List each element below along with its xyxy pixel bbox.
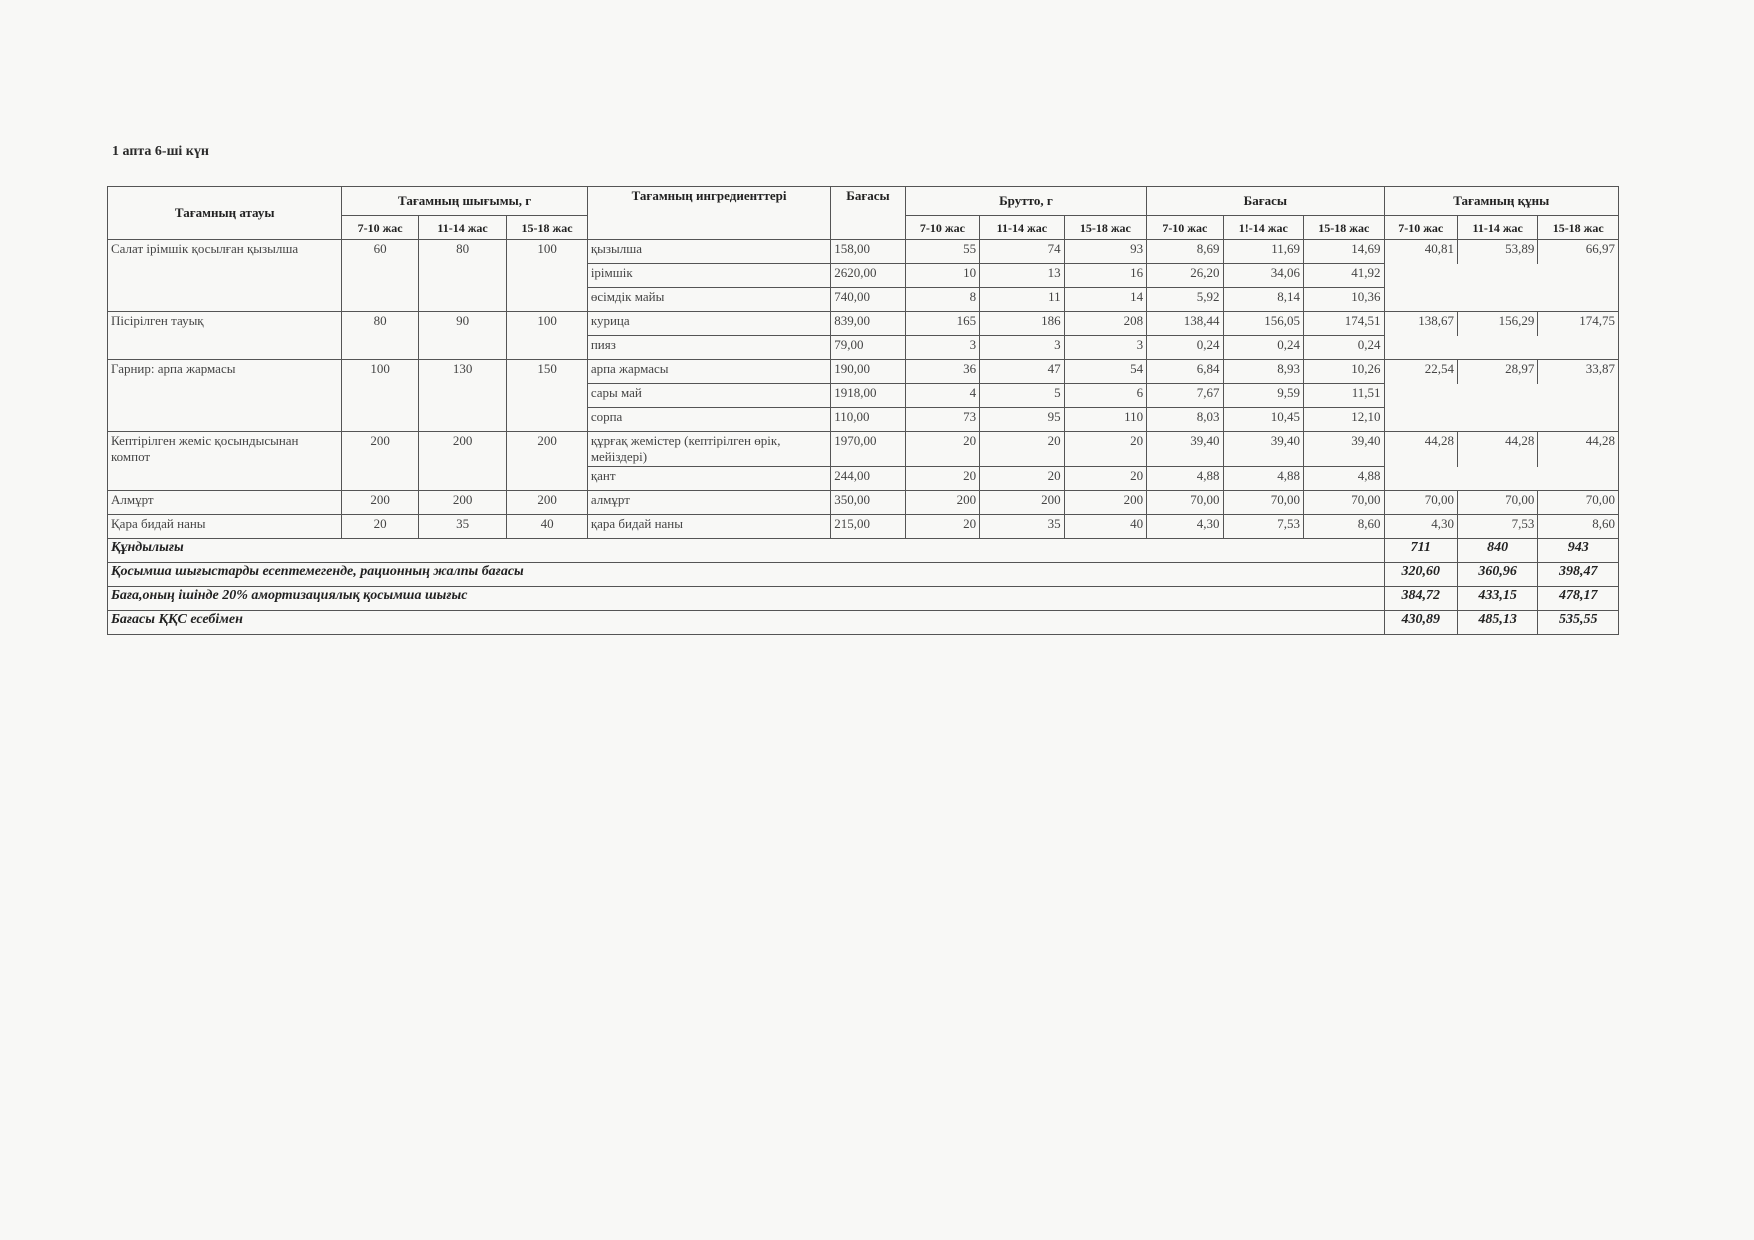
ingredient-cost: 70,00	[1304, 491, 1385, 515]
dish-total-cost: 44,28	[1384, 432, 1457, 467]
ingredient-cost: 12,10	[1304, 408, 1385, 432]
ingredient-name: арпа жармасы	[587, 360, 830, 384]
ingredient-brutto: 3	[980, 336, 1064, 360]
ingredient-cost: 6,84	[1147, 360, 1223, 384]
ingredient-brutto: 5	[980, 384, 1064, 408]
dish-total-empty	[1384, 336, 1618, 360]
ingredient-name: қызылша	[587, 240, 830, 264]
ingredient-brutto: 20	[905, 432, 979, 467]
ingredient-brutto: 13	[980, 264, 1064, 288]
summary-value: 478,17	[1538, 587, 1619, 611]
header-row-main	[108, 187, 1619, 216]
dish-output: 100	[507, 240, 587, 312]
dish-output: 60	[342, 240, 418, 312]
ingredient-price: 2620,00	[831, 264, 905, 288]
ingredient-name: сорпа	[587, 408, 830, 432]
ingredient-price: 1970,00	[831, 432, 905, 467]
ingredient-brutto: 20	[1064, 432, 1147, 467]
summary-label: Қосымша шығыстарды есептемегенде, рационның жалпы бағасы	[108, 563, 1385, 587]
ingredient-brutto: 208	[1064, 312, 1147, 336]
summary-label: Бағасы ҚҚС есебімен	[108, 611, 1385, 635]
header-cost: Бағасы	[1147, 187, 1384, 216]
ingredient-cost: 11,51	[1304, 384, 1385, 408]
dish-total-cost: 44,28	[1457, 432, 1537, 467]
dish-total-cost: 8,60	[1538, 515, 1619, 539]
ingredient-cost: 39,40	[1304, 432, 1385, 467]
dish-output: 35	[418, 515, 507, 539]
header-age: 15-18 жас	[1304, 216, 1385, 240]
ingredient-brutto: 3	[1064, 336, 1147, 360]
table-row	[108, 432, 1619, 467]
dish-output: 80	[418, 240, 507, 312]
ingredient-price: 158,00	[831, 240, 905, 264]
ingredient-cost: 14,69	[1304, 240, 1385, 264]
summary-value: 360,96	[1457, 563, 1537, 587]
header-output: Тағамның шығымы, г	[342, 187, 587, 216]
ingredient-cost: 70,00	[1223, 491, 1303, 515]
ingredient-cost: 11,69	[1223, 240, 1303, 264]
dish-total-empty	[1384, 467, 1618, 491]
ingredient-brutto: 95	[980, 408, 1064, 432]
ingredient-price: 350,00	[831, 491, 905, 515]
ingredient-cost: 0,24	[1223, 336, 1303, 360]
header-age: 15-18 жас	[1064, 216, 1147, 240]
ingredient-brutto: 54	[1064, 360, 1147, 384]
table-row	[108, 515, 1619, 539]
ingredient-cost: 4,88	[1147, 467, 1223, 491]
dish-total-cost: 7,53	[1457, 515, 1537, 539]
ingredient-name: қара бидай наны	[587, 515, 830, 539]
ingredient-brutto: 8	[905, 288, 979, 312]
table-row	[108, 240, 1619, 264]
ingredient-name: алмұрт	[587, 491, 830, 515]
dish-output: 200	[418, 491, 507, 515]
header-age: 1!-14 жас	[1223, 216, 1303, 240]
ingredient-cost: 4,88	[1223, 467, 1303, 491]
ingredient-brutto: 186	[980, 312, 1064, 336]
page-title: 1 апта 6-шi күн	[112, 144, 209, 159]
ingredient-brutto: 20	[980, 467, 1064, 491]
summary-value: 943	[1538, 539, 1619, 563]
header-age: 7-10 жас	[905, 216, 979, 240]
ingredient-brutto: 47	[980, 360, 1064, 384]
ingredient-cost: 10,36	[1304, 288, 1385, 312]
ingredient-cost: 8,60	[1304, 515, 1385, 539]
ingredient-cost: 174,51	[1304, 312, 1385, 336]
dish-name: Пісірілген тауық	[108, 312, 342, 360]
summary-value: 320,60	[1384, 563, 1457, 587]
dish-name: Салат ірімшік қосылған қызылша	[108, 240, 342, 312]
ingredient-brutto: 35	[980, 515, 1064, 539]
ingredient-brutto: 20	[1064, 467, 1147, 491]
ingredient-brutto: 200	[980, 491, 1064, 515]
dish-total-empty	[1384, 384, 1618, 432]
dish-total-cost: 70,00	[1384, 491, 1457, 515]
ingredient-brutto: 10	[905, 264, 979, 288]
dish-output: 100	[342, 360, 418, 432]
header-age: 11-14 жас	[418, 216, 507, 240]
dish-total-cost: 28,97	[1457, 360, 1537, 384]
ingredient-brutto: 36	[905, 360, 979, 384]
dish-total-cost: 70,00	[1457, 491, 1537, 515]
ingredient-brutto: 200	[1064, 491, 1147, 515]
ingredient-cost: 8,03	[1147, 408, 1223, 432]
dish-name: Алмұрт	[108, 491, 342, 515]
summary-value: 384,72	[1384, 587, 1457, 611]
header-age: 11-14 жас	[980, 216, 1064, 240]
ingredient-price: 215,00	[831, 515, 905, 539]
ingredient-brutto: 16	[1064, 264, 1147, 288]
header-age: 15-18 жас	[1538, 216, 1619, 240]
dish-output: 200	[507, 432, 587, 491]
ingredient-cost: 34,06	[1223, 264, 1303, 288]
dish-output: 80	[342, 312, 418, 360]
ingredient-price: 740,00	[831, 288, 905, 312]
table-row	[108, 360, 1619, 384]
ingredient-name: пияз	[587, 336, 830, 360]
ingredient-name: сары май	[587, 384, 830, 408]
ingredient-name: қант	[587, 467, 830, 491]
summary-row	[108, 539, 1619, 563]
ingredient-brutto: 20	[980, 432, 1064, 467]
ingredient-name: құрғақ жемістер (кептірілген өрік, мейіздері)	[587, 432, 830, 467]
dish-total-cost: 44,28	[1538, 432, 1619, 467]
ingredient-brutto: 14	[1064, 288, 1147, 312]
ingredient-cost: 4,30	[1147, 515, 1223, 539]
ingredient-price: 1918,00	[831, 384, 905, 408]
summary-row	[108, 611, 1619, 635]
ingredient-cost: 26,20	[1147, 264, 1223, 288]
ingredient-cost: 39,40	[1147, 432, 1223, 467]
menu-cost-table	[107, 186, 1619, 635]
dish-total-cost: 33,87	[1538, 360, 1619, 384]
summary-value: 398,47	[1538, 563, 1619, 587]
summary-value: 430,89	[1384, 611, 1457, 635]
header-age: 7-10 жас	[1147, 216, 1223, 240]
dish-total-cost: 156,29	[1457, 312, 1537, 336]
dish-total-cost: 4,30	[1384, 515, 1457, 539]
dish-total-cost: 22,54	[1384, 360, 1457, 384]
dish-total-cost: 138,67	[1384, 312, 1457, 336]
ingredient-cost: 7,67	[1147, 384, 1223, 408]
ingredient-cost: 70,00	[1147, 491, 1223, 515]
header-age: 7-10 жас	[342, 216, 418, 240]
ingredient-brutto: 11	[980, 288, 1064, 312]
summary-value: 485,13	[1457, 611, 1537, 635]
header-age: 11-14 жас	[1457, 216, 1537, 240]
ingredient-brutto: 200	[905, 491, 979, 515]
header-age: 7-10 жас	[1384, 216, 1457, 240]
ingredient-cost: 8,69	[1147, 240, 1223, 264]
dish-output: 200	[342, 491, 418, 515]
ingredient-cost: 10,26	[1304, 360, 1385, 384]
dish-name: Кептірілген жеміс қосындысынан компот	[108, 432, 342, 491]
ingredient-brutto: 93	[1064, 240, 1147, 264]
ingredient-brutto: 4	[905, 384, 979, 408]
table-body	[108, 240, 1619, 635]
dish-output: 40	[507, 515, 587, 539]
ingredient-price: 110,00	[831, 408, 905, 432]
dish-total-cost: 174,75	[1538, 312, 1619, 336]
header-age: 15-18 жас	[507, 216, 587, 240]
ingredient-brutto: 20	[905, 467, 979, 491]
dish-name: Қара бидай наны	[108, 515, 342, 539]
summary-value: 433,15	[1457, 587, 1537, 611]
header-dish-cost: Тағамның құны	[1384, 187, 1618, 216]
ingredient-cost: 0,24	[1147, 336, 1223, 360]
dish-output: 90	[418, 312, 507, 360]
ingredient-brutto: 74	[980, 240, 1064, 264]
table-row	[108, 491, 1619, 515]
ingredient-cost: 138,44	[1147, 312, 1223, 336]
dish-name: Гарнир: арпа жармасы	[108, 360, 342, 432]
ingredient-brutto: 110	[1064, 408, 1147, 432]
dish-total-cost: 66,97	[1538, 240, 1619, 264]
ingredient-cost: 9,59	[1223, 384, 1303, 408]
ingredient-cost: 8,14	[1223, 288, 1303, 312]
dish-total-cost: 70,00	[1538, 491, 1619, 515]
ingredient-cost: 0,24	[1304, 336, 1385, 360]
ingredient-cost: 8,93	[1223, 360, 1303, 384]
summary-row	[108, 563, 1619, 587]
ingredient-cost: 5,92	[1147, 288, 1223, 312]
header-ingredients: Тағамның ингредиенттері	[587, 187, 830, 240]
ingredient-name: ірімшік	[587, 264, 830, 288]
ingredient-brutto: 20	[905, 515, 979, 539]
ingredient-price: 79,00	[831, 336, 905, 360]
ingredient-brutto: 165	[905, 312, 979, 336]
ingredient-brutto: 6	[1064, 384, 1147, 408]
summary-value: 840	[1457, 539, 1537, 563]
ingredient-cost: 41,92	[1304, 264, 1385, 288]
ingredient-brutto: 55	[905, 240, 979, 264]
dish-output: 150	[507, 360, 587, 432]
summary-label: Құндылығы	[108, 539, 1385, 563]
summary-value: 535,55	[1538, 611, 1619, 635]
dish-output: 200	[507, 491, 587, 515]
dish-total-cost: 40,81	[1384, 240, 1457, 264]
ingredient-cost: 39,40	[1223, 432, 1303, 467]
ingredient-price: 190,00	[831, 360, 905, 384]
table-row	[108, 312, 1619, 336]
dish-output: 200	[342, 432, 418, 491]
dish-output: 20	[342, 515, 418, 539]
ingredient-cost: 4,88	[1304, 467, 1385, 491]
dish-total-cost: 53,89	[1457, 240, 1537, 264]
summary-value: 711	[1384, 539, 1457, 563]
ingredient-name: өсімдік майы	[587, 288, 830, 312]
ingredient-brutto: 40	[1064, 515, 1147, 539]
dish-total-empty	[1384, 264, 1618, 312]
header-price: Бағасы	[831, 187, 905, 240]
summary-row	[108, 587, 1619, 611]
header-dish-name: Тағамның атауы	[108, 187, 342, 240]
ingredient-name: курица	[587, 312, 830, 336]
ingredient-price: 244,00	[831, 467, 905, 491]
ingredient-brutto: 73	[905, 408, 979, 432]
ingredient-cost: 7,53	[1223, 515, 1303, 539]
ingredient-price: 839,00	[831, 312, 905, 336]
ingredient-brutto: 3	[905, 336, 979, 360]
dish-output: 130	[418, 360, 507, 432]
summary-label: Баға,оның ішінде 20% амортизациялық қосымша шығыс	[108, 587, 1385, 611]
ingredient-cost: 156,05	[1223, 312, 1303, 336]
ingredient-cost: 10,45	[1223, 408, 1303, 432]
header-brutto: Брутто, г	[905, 187, 1146, 216]
dish-output: 100	[507, 312, 587, 360]
dish-output: 200	[418, 432, 507, 491]
